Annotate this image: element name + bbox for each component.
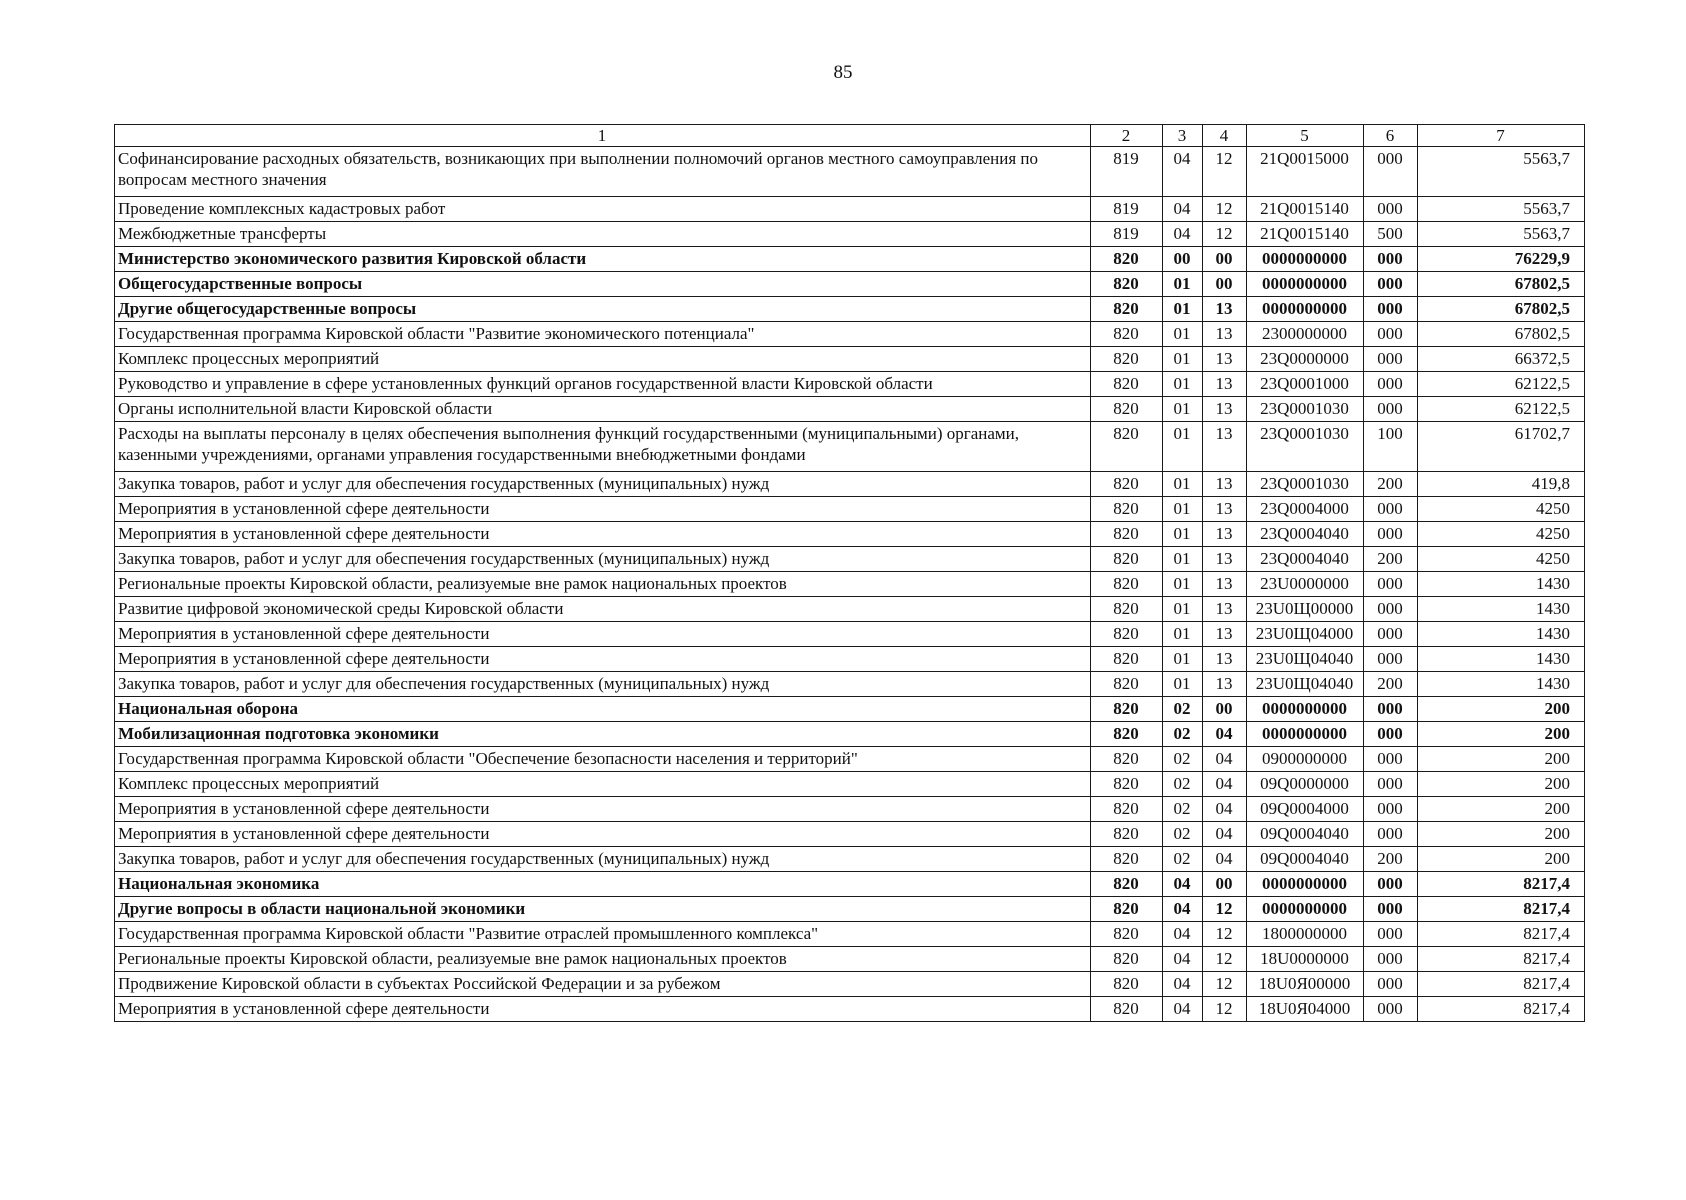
cell-expense-type: 000 [1364, 897, 1418, 922]
cell-section: 04 [1163, 197, 1203, 222]
cell-name: Мероприятия в установленной сфере деятельности [115, 622, 1091, 647]
table-row [115, 397, 1585, 422]
table-row [115, 147, 1585, 197]
table-row [115, 847, 1585, 872]
cell-expense-type: 000 [1364, 322, 1418, 347]
cell-name: Государственная программа Кировской области "Развитие отраслей промышленного комплекса" [115, 922, 1091, 947]
cell-subsection: 13 [1203, 647, 1247, 672]
cell-expense-type: 200 [1364, 847, 1418, 872]
cell-section: 04 [1163, 897, 1203, 922]
table-row [115, 822, 1585, 847]
cell-target-article: 18U0000000 [1247, 947, 1364, 972]
cell-section: 04 [1163, 997, 1203, 1022]
cell-expense-type: 000 [1364, 372, 1418, 397]
cell-name: Мероприятия в установленной сфере деятельности [115, 647, 1091, 672]
cell-target-article: 23Q0001030 [1247, 397, 1364, 422]
cell-target-article: 23U0Щ04000 [1247, 622, 1364, 647]
cell-amount: 8217,4 [1418, 872, 1585, 897]
cell-expense-type: 000 [1364, 947, 1418, 972]
header-row [115, 125, 1585, 147]
cell-expense-type: 000 [1364, 647, 1418, 672]
cell-expense-type: 000 [1364, 922, 1418, 947]
cell-expense-type: 000 [1364, 247, 1418, 272]
table-row [115, 597, 1585, 622]
cell-amount: 67802,5 [1418, 297, 1585, 322]
cell-target-article: 0000000000 [1247, 897, 1364, 922]
table-row [115, 772, 1585, 797]
table-row [115, 672, 1585, 697]
cell-admin-code: 820 [1091, 872, 1163, 897]
cell-section: 01 [1163, 647, 1203, 672]
cell-admin-code: 820 [1091, 747, 1163, 772]
cell-admin-code: 819 [1091, 222, 1163, 247]
cell-expense-type: 000 [1364, 272, 1418, 297]
cell-subsection: 12 [1203, 922, 1247, 947]
cell-subsection: 13 [1203, 347, 1247, 372]
cell-name: Другие общегосударственные вопросы [115, 297, 1091, 322]
cell-subsection: 12 [1203, 197, 1247, 222]
cell-amount: 8217,4 [1418, 972, 1585, 997]
cell-expense-type: 000 [1364, 797, 1418, 822]
table-row [115, 697, 1585, 722]
cell-admin-code: 820 [1091, 897, 1163, 922]
cell-subsection: 13 [1203, 397, 1247, 422]
cell-subsection: 13 [1203, 622, 1247, 647]
cell-section: 01 [1163, 472, 1203, 497]
cell-subsection: 13 [1203, 372, 1247, 397]
cell-target-article: 09Q0004000 [1247, 797, 1364, 822]
cell-target-article: 23Q0004040 [1247, 522, 1364, 547]
cell-target-article: 23Q0004000 [1247, 497, 1364, 522]
cell-section: 01 [1163, 422, 1203, 472]
cell-expense-type: 000 [1364, 147, 1418, 197]
header-col-5: 5 [1247, 125, 1364, 147]
table-row [115, 222, 1585, 247]
cell-target-article: 0000000000 [1247, 247, 1364, 272]
cell-admin-code: 820 [1091, 297, 1163, 322]
cell-admin-code: 820 [1091, 622, 1163, 647]
cell-name: Закупка товаров, работ и услуг для обеспечения государственных (муниципальных) нужд [115, 847, 1091, 872]
cell-name: Национальная экономика [115, 872, 1091, 897]
table-row [115, 347, 1585, 372]
cell-target-article: 23U0Щ00000 [1247, 597, 1364, 622]
cell-subsection: 04 [1203, 747, 1247, 772]
cell-section: 04 [1163, 147, 1203, 197]
cell-target-article: 18U0Я04000 [1247, 997, 1364, 1022]
cell-admin-code: 820 [1091, 572, 1163, 597]
cell-name: Межбюджетные трансферты [115, 222, 1091, 247]
table-row [115, 322, 1585, 347]
cell-subsection: 12 [1203, 897, 1247, 922]
cell-amount: 200 [1418, 797, 1585, 822]
cell-name: Проведение комплексных кадастровых работ [115, 197, 1091, 222]
cell-subsection: 12 [1203, 997, 1247, 1022]
header-col-4: 4 [1203, 125, 1247, 147]
cell-target-article: 09Q0000000 [1247, 772, 1364, 797]
table-row [115, 947, 1585, 972]
cell-expense-type: 000 [1364, 522, 1418, 547]
cell-expense-type: 000 [1364, 572, 1418, 597]
cell-name: Комплекс процессных мероприятий [115, 772, 1091, 797]
table-row [115, 472, 1585, 497]
cell-subsection: 13 [1203, 297, 1247, 322]
cell-admin-code: 820 [1091, 547, 1163, 572]
header-col-1: 1 [115, 125, 1091, 147]
cell-admin-code: 820 [1091, 972, 1163, 997]
cell-name: Закупка товаров, работ и услуг для обеспечения государственных (муниципальных) нужд [115, 472, 1091, 497]
cell-subsection: 13 [1203, 322, 1247, 347]
cell-section: 02 [1163, 722, 1203, 747]
cell-name: Руководство и управление в сфере установленных функций органов государственной власти Кировской области [115, 372, 1091, 397]
cell-section: 00 [1163, 247, 1203, 272]
cell-amount: 62122,5 [1418, 372, 1585, 397]
cell-target-article: 0000000000 [1247, 297, 1364, 322]
cell-target-article: 0000000000 [1247, 872, 1364, 897]
cell-name: Региональные проекты Кировской области, реализуемые вне рамок национальных проектов [115, 572, 1091, 597]
cell-expense-type: 000 [1364, 822, 1418, 847]
cell-expense-type: 000 [1364, 347, 1418, 372]
cell-admin-code: 820 [1091, 497, 1163, 522]
table-row [115, 747, 1585, 772]
cell-admin-code: 820 [1091, 772, 1163, 797]
cell-subsection: 13 [1203, 572, 1247, 597]
cell-name: Общегосударственные вопросы [115, 272, 1091, 297]
cell-admin-code: 820 [1091, 697, 1163, 722]
cell-section: 01 [1163, 397, 1203, 422]
header-col-7: 7 [1418, 125, 1585, 147]
header-col-6: 6 [1364, 125, 1418, 147]
cell-target-article: 18U0Я00000 [1247, 972, 1364, 997]
cell-admin-code: 820 [1091, 422, 1163, 472]
cell-subsection: 00 [1203, 872, 1247, 897]
cell-name: Органы исполнительной власти Кировской области [115, 397, 1091, 422]
table-row [115, 522, 1585, 547]
cell-expense-type: 000 [1364, 497, 1418, 522]
cell-section: 01 [1163, 372, 1203, 397]
cell-admin-code: 820 [1091, 597, 1163, 622]
table-row [115, 422, 1585, 472]
cell-section: 01 [1163, 297, 1203, 322]
cell-name: Государственная программа Кировской области "Развитие экономического потенциала" [115, 322, 1091, 347]
cell-expense-type: 000 [1364, 872, 1418, 897]
table-header [115, 125, 1585, 147]
cell-amount: 62122,5 [1418, 397, 1585, 422]
cell-section: 01 [1163, 572, 1203, 597]
cell-subsection: 00 [1203, 697, 1247, 722]
cell-admin-code: 820 [1091, 672, 1163, 697]
table-row [115, 997, 1585, 1022]
cell-name: Мероприятия в установленной сфере деятельности [115, 997, 1091, 1022]
cell-admin-code: 819 [1091, 197, 1163, 222]
cell-target-article: 09Q0004040 [1247, 822, 1364, 847]
cell-amount: 1430 [1418, 647, 1585, 672]
cell-amount: 1430 [1418, 572, 1585, 597]
cell-target-article: 21Q0015140 [1247, 197, 1364, 222]
cell-subsection: 04 [1203, 722, 1247, 747]
cell-amount: 200 [1418, 822, 1585, 847]
cell-subsection: 04 [1203, 797, 1247, 822]
table-row [115, 972, 1585, 997]
table-row [115, 797, 1585, 822]
cell-admin-code: 820 [1091, 322, 1163, 347]
cell-section: 02 [1163, 822, 1203, 847]
header-col-3: 3 [1163, 125, 1203, 147]
cell-name: Мероприятия в установленной сфере деятельности [115, 497, 1091, 522]
cell-amount: 67802,5 [1418, 322, 1585, 347]
cell-subsection: 12 [1203, 947, 1247, 972]
cell-admin-code: 820 [1091, 822, 1163, 847]
cell-admin-code: 820 [1091, 472, 1163, 497]
cell-amount: 200 [1418, 772, 1585, 797]
cell-target-article: 23U0Щ04040 [1247, 672, 1364, 697]
cell-name: Развитие цифровой экономической среды Кировской области [115, 597, 1091, 622]
cell-admin-code: 820 [1091, 647, 1163, 672]
cell-target-article: 23Q0004040 [1247, 547, 1364, 572]
cell-section: 04 [1163, 872, 1203, 897]
cell-name: Мероприятия в установленной сфере деятельности [115, 522, 1091, 547]
cell-section: 04 [1163, 972, 1203, 997]
cell-name: Закупка товаров, работ и услуг для обеспечения государственных (муниципальных) нужд [115, 672, 1091, 697]
cell-subsection: 12 [1203, 972, 1247, 997]
cell-admin-code: 820 [1091, 522, 1163, 547]
cell-amount: 1430 [1418, 672, 1585, 697]
cell-expense-type: 000 [1364, 747, 1418, 772]
cell-amount: 67802,5 [1418, 272, 1585, 297]
cell-expense-type: 100 [1364, 422, 1418, 472]
cell-expense-type: 200 [1364, 472, 1418, 497]
cell-target-article: 0000000000 [1247, 272, 1364, 297]
cell-subsection: 13 [1203, 497, 1247, 522]
cell-name: Закупка товаров, работ и услуг для обеспечения государственных (муниципальных) нужд [115, 547, 1091, 572]
cell-admin-code: 819 [1091, 147, 1163, 197]
table-row [115, 272, 1585, 297]
cell-amount: 8217,4 [1418, 897, 1585, 922]
cell-amount: 200 [1418, 697, 1585, 722]
cell-amount: 4250 [1418, 497, 1585, 522]
cell-subsection: 00 [1203, 247, 1247, 272]
cell-name: Мобилизационная подготовка экономики [115, 722, 1091, 747]
cell-name: Расходы на выплаты персоналу в целях обеспечения выполнения функций государственными (муниципальными) органами, казенными учреждениями, органами управления государственными внебюджетными фондами [115, 422, 1091, 472]
cell-name: Региональные проекты Кировской области, реализуемые вне рамок национальных проектов [115, 947, 1091, 972]
cell-subsection: 13 [1203, 672, 1247, 697]
cell-amount: 4250 [1418, 547, 1585, 572]
cell-amount: 61702,7 [1418, 422, 1585, 472]
cell-admin-code: 820 [1091, 847, 1163, 872]
cell-amount: 76229,9 [1418, 247, 1585, 272]
table-row [115, 547, 1585, 572]
cell-name: Мероприятия в установленной сфере деятельности [115, 797, 1091, 822]
cell-section: 01 [1163, 597, 1203, 622]
cell-expense-type: 000 [1364, 722, 1418, 747]
cell-amount: 1430 [1418, 597, 1585, 622]
cell-name: Софинансирование расходных обязательств, возникающих при выполнении полномочий органов местного самоуправления по вопросам местного значения [115, 147, 1091, 197]
cell-expense-type: 000 [1364, 197, 1418, 222]
cell-subsection: 13 [1203, 472, 1247, 497]
table-row [115, 872, 1585, 897]
cell-name: Комплекс процессных мероприятий [115, 347, 1091, 372]
cell-section: 02 [1163, 772, 1203, 797]
table-row [115, 297, 1585, 322]
cell-expense-type: 000 [1364, 622, 1418, 647]
cell-target-article: 1800000000 [1247, 922, 1364, 947]
cell-section: 01 [1163, 547, 1203, 572]
cell-amount: 8217,4 [1418, 997, 1585, 1022]
cell-amount: 5563,7 [1418, 222, 1585, 247]
cell-section: 02 [1163, 697, 1203, 722]
cell-section: 02 [1163, 797, 1203, 822]
cell-expense-type: 000 [1364, 997, 1418, 1022]
cell-target-article: 09Q0004040 [1247, 847, 1364, 872]
cell-target-article: 23Q0000000 [1247, 347, 1364, 372]
cell-subsection: 13 [1203, 547, 1247, 572]
cell-section: 01 [1163, 322, 1203, 347]
cell-amount: 1430 [1418, 622, 1585, 647]
cell-subsection: 04 [1203, 822, 1247, 847]
cell-name: Мероприятия в установленной сфере деятельности [115, 822, 1091, 847]
cell-subsection: 04 [1203, 847, 1247, 872]
cell-name: Государственная программа Кировской области "Обеспечение безопасности населения и территорий" [115, 747, 1091, 772]
cell-amount: 200 [1418, 722, 1585, 747]
cell-subsection: 12 [1203, 222, 1247, 247]
cell-target-article: 21Q0015140 [1247, 222, 1364, 247]
cell-amount: 8217,4 [1418, 922, 1585, 947]
cell-target-article: 23Q0001030 [1247, 422, 1364, 472]
cell-section: 01 [1163, 622, 1203, 647]
cell-admin-code: 820 [1091, 797, 1163, 822]
cell-subsection: 13 [1203, 522, 1247, 547]
cell-amount: 66372,5 [1418, 347, 1585, 372]
table-row [115, 647, 1585, 672]
cell-target-article: 21Q0015000 [1247, 147, 1364, 197]
cell-subsection: 00 [1203, 272, 1247, 297]
cell-subsection: 12 [1203, 147, 1247, 197]
cell-name: Другие вопросы в области национальной экономики [115, 897, 1091, 922]
cell-section: 04 [1163, 922, 1203, 947]
cell-admin-code: 820 [1091, 947, 1163, 972]
cell-admin-code: 820 [1091, 997, 1163, 1022]
cell-section: 02 [1163, 847, 1203, 872]
cell-expense-type: 000 [1364, 972, 1418, 997]
cell-subsection: 04 [1203, 772, 1247, 797]
cell-section: 04 [1163, 947, 1203, 972]
cell-expense-type: 500 [1364, 222, 1418, 247]
cell-section: 04 [1163, 222, 1203, 247]
cell-section: 01 [1163, 522, 1203, 547]
cell-amount: 4250 [1418, 522, 1585, 547]
cell-expense-type: 200 [1364, 547, 1418, 572]
cell-target-article: 0000000000 [1247, 722, 1364, 747]
table-row [115, 572, 1585, 597]
cell-expense-type: 000 [1364, 772, 1418, 797]
cell-amount: 5563,7 [1418, 147, 1585, 197]
cell-expense-type: 000 [1364, 297, 1418, 322]
page-number: 85 [833, 62, 853, 83]
cell-section: 01 [1163, 347, 1203, 372]
cell-target-article: 23Q0001030 [1247, 472, 1364, 497]
table-row [115, 897, 1585, 922]
cell-expense-type: 000 [1364, 397, 1418, 422]
cell-target-article: 2300000000 [1247, 322, 1364, 347]
table-row [115, 197, 1585, 222]
cell-target-article: 23Q0001000 [1247, 372, 1364, 397]
table-row [115, 497, 1585, 522]
cell-admin-code: 820 [1091, 372, 1163, 397]
cell-target-article: 0000000000 [1247, 697, 1364, 722]
cell-amount: 200 [1418, 747, 1585, 772]
table-row [115, 722, 1585, 747]
cell-amount: 419,8 [1418, 472, 1585, 497]
cell-admin-code: 820 [1091, 922, 1163, 947]
table-row [115, 622, 1585, 647]
cell-admin-code: 820 [1091, 722, 1163, 747]
cell-section: 01 [1163, 497, 1203, 522]
table-body [115, 147, 1585, 1022]
table-row [115, 922, 1585, 947]
table-row [115, 372, 1585, 397]
cell-subsection: 13 [1203, 597, 1247, 622]
cell-name: Министерство экономического развития Кировской области [115, 247, 1091, 272]
cell-target-article: 23U0Щ04040 [1247, 647, 1364, 672]
header-col-2: 2 [1091, 125, 1163, 147]
cell-target-article: 0900000000 [1247, 747, 1364, 772]
budget-table [114, 124, 1585, 1022]
cell-expense-type: 200 [1364, 672, 1418, 697]
cell-subsection: 13 [1203, 422, 1247, 472]
cell-section: 01 [1163, 272, 1203, 297]
cell-name: Национальная оборона [115, 697, 1091, 722]
cell-target-article: 23U0000000 [1247, 572, 1364, 597]
cell-expense-type: 000 [1364, 597, 1418, 622]
cell-section: 02 [1163, 747, 1203, 772]
cell-expense-type: 000 [1364, 697, 1418, 722]
cell-admin-code: 820 [1091, 347, 1163, 372]
table-row [115, 247, 1585, 272]
cell-amount: 200 [1418, 847, 1585, 872]
cell-amount: 5563,7 [1418, 197, 1585, 222]
cell-section: 01 [1163, 672, 1203, 697]
cell-amount: 8217,4 [1418, 947, 1585, 972]
cell-name: Продвижение Кировской области в субъектах Российской Федерации и за рубежом [115, 972, 1091, 997]
cell-admin-code: 820 [1091, 247, 1163, 272]
cell-admin-code: 820 [1091, 272, 1163, 297]
cell-admin-code: 820 [1091, 397, 1163, 422]
